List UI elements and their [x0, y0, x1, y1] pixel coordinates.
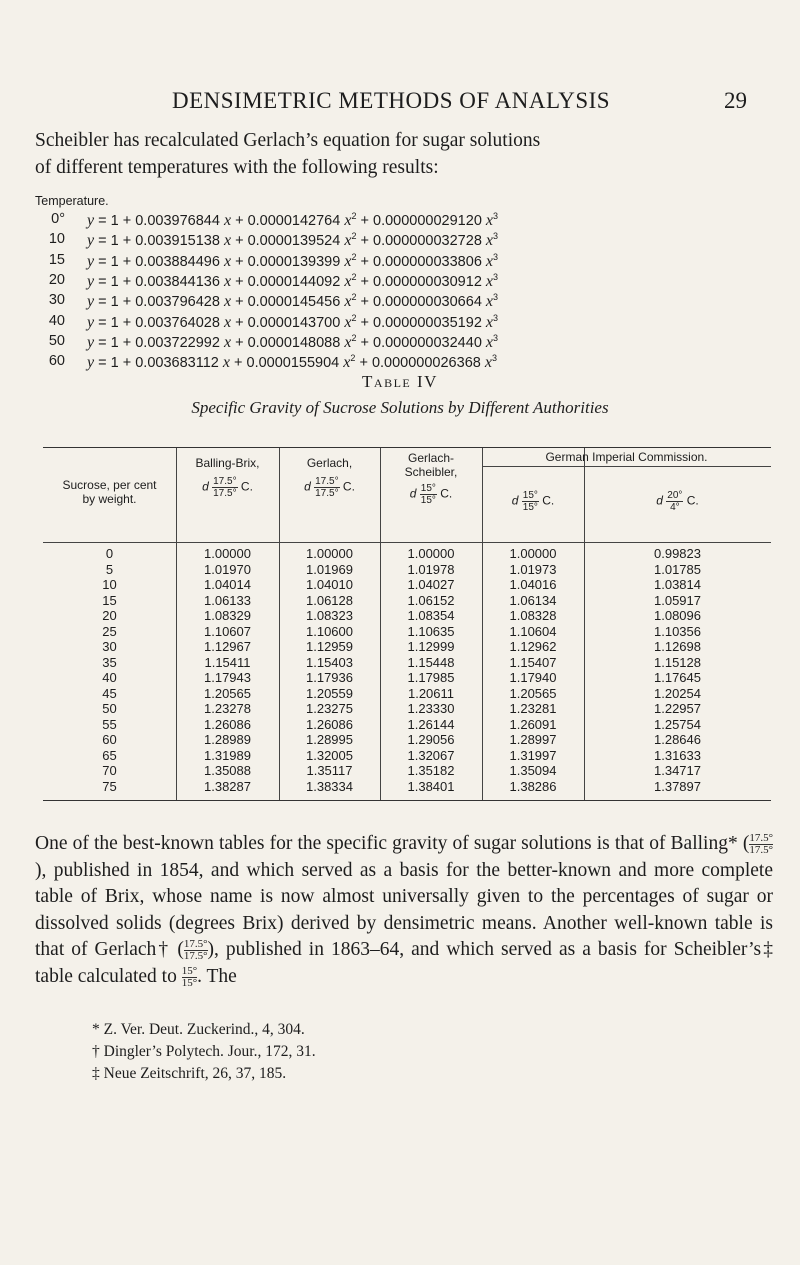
- cell-balling-brix: 1.08329: [204, 608, 251, 623]
- cell-sucrose-percent: 65: [102, 747, 117, 763]
- cell-gerlach: 1.38334: [306, 778, 353, 794]
- cell-german-20-4: 1.20254: [654, 685, 701, 701]
- equation-row: [35, 231, 775, 252]
- table-label: Table IV: [362, 372, 438, 391]
- equation-row: [35, 292, 775, 313]
- col-header-sucrose: [43, 478, 176, 506]
- cell-sucrose-percent: 35: [102, 654, 117, 670]
- fraction-numerator: 17.5°: [315, 476, 339, 487]
- page-header: [0, 88, 800, 118]
- cell-german-15: 1.38286: [509, 778, 557, 794]
- cell-balling-brix: 1.04014: [204, 577, 251, 592]
- col-header-gs-line1: Gerlach-: [407, 451, 454, 465]
- subheader-rule: [482, 466, 771, 467]
- cell-gerlach-scheibler: 1.06152: [407, 592, 455, 608]
- cell-gerlach-scheibler: 1.20611: [407, 685, 455, 701]
- cell-sucrose-percent: 40: [102, 670, 117, 685]
- equation-formula: y = 1 + 0.003683112 x + 0.0000155904 $x^2 + 0.000000026368$ $x^3$: [87, 353, 497, 371]
- fraction-denominator: 15°: [420, 495, 436, 506]
- cell-german-20-4: 1.03814: [654, 577, 701, 592]
- cell-german-15: 1.17940: [509, 670, 557, 685]
- cell-balling-brix: 1.10607: [204, 623, 251, 639]
- fraction-denominator: 17.5°: [749, 844, 773, 857]
- col-header-gs-line2: Scheibler,: [404, 465, 458, 479]
- cell-gerlach: 1.01969: [306, 561, 353, 577]
- fraction-numerator: 15°: [420, 483, 436, 494]
- equation-temperature: 0°: [51, 211, 65, 227]
- cell-sucrose-percent: 5: [105, 561, 114, 577]
- cell-gerlach-scheibler: 1.17985: [407, 670, 455, 685]
- density-symbol: d: [656, 493, 663, 508]
- table-caption: Specific Gravity of Sucrose Solutions by Different Authorities: [191, 398, 609, 417]
- cell-gerlach: 1.00000: [306, 546, 353, 561]
- cell-balling-brix: 1.23278: [204, 701, 251, 716]
- cell-gerlach: 1.35117: [306, 763, 353, 778]
- fraction-denominator: 15°: [522, 502, 538, 513]
- coefficient-a: 0.003844136: [135, 273, 220, 290]
- cell-german-20-4: 1.17645: [654, 670, 701, 685]
- equations-heading: Temperature.: [35, 194, 109, 208]
- coefficient-b: 0.0000139399: [247, 253, 341, 270]
- coefficient-a: 0.003764028: [135, 314, 220, 331]
- col-header-sucrose-line1: Sucrose, per cent: [62, 478, 157, 492]
- balling-fraction: ( $\frac{17.5^\circ}{17.5^\circ}$): [35, 832, 773, 881]
- fraction-denominator: 17.5°: [213, 488, 237, 499]
- equation-row: [35, 211, 775, 232]
- footnotes: [92, 1019, 316, 1085]
- coefficient-a: 0.003884496: [135, 253, 220, 270]
- cell-balling-brix: 1.00000: [204, 546, 251, 561]
- equation-temperature: 50: [48, 332, 65, 349]
- equation-row: [35, 333, 775, 354]
- celsius-label: C.: [240, 479, 253, 494]
- equation-row: [35, 313, 775, 334]
- cell-sucrose-percent: 55: [102, 716, 117, 732]
- cell-gerlach-scheibler: 1.29056: [407, 732, 455, 747]
- cell-german-20-4: 1.15128: [654, 654, 701, 670]
- equation-formula: y = 1 + 0.003764028 x + 0.0000143700 $x^2 + 0.000000035192$ $x^3$: [87, 312, 499, 331]
- fraction-denominator: 17.5°: [183, 950, 208, 963]
- intro-line-1: Scheibler has recalculated Gerlach’s equation for sugar solutions: [35, 130, 541, 151]
- cell-gerlach-scheibler: 1.38401: [407, 778, 455, 794]
- equation-temperature: 20: [48, 271, 65, 288]
- cell-gerlach: 1.28995: [306, 732, 353, 747]
- cell-german-20-4: 0.99823: [654, 546, 701, 561]
- cell-german-15: 1.10604: [509, 623, 557, 639]
- coefficient-c: 0.000000033806: [373, 253, 482, 270]
- cell-german-20-4: 1.12698: [654, 639, 701, 654]
- cell-german-15: 1.06134: [509, 592, 557, 608]
- cell-gerlach: 1.10600: [306, 623, 353, 639]
- coefficient-b: 0.0000139524: [247, 233, 341, 250]
- cell-gerlach: 1.26086: [306, 716, 353, 732]
- equation-temperature: 40: [48, 312, 65, 329]
- density-symbol: d: [202, 479, 209, 494]
- cell-gerlach: 1.32005: [306, 747, 353, 763]
- header-rule: [43, 542, 771, 543]
- coefficient-c: 0.000000032728: [373, 233, 482, 250]
- cell-german-15: 1.28997: [509, 732, 557, 747]
- col-header-gerlach-name: Gerlach,: [306, 456, 353, 470]
- cell-german-20-4: 1.05917: [654, 592, 701, 608]
- paragraph-text-1: One of the best-known tables for the specific gravity of sugar solutions is that of Balling*: [35, 833, 743, 854]
- cell-german-20-4: 1.10356: [654, 623, 701, 639]
- cell-german-15: 1.00000: [509, 546, 557, 561]
- equation-temperature: 60: [48, 353, 65, 370]
- scheibler-fraction: [182, 966, 197, 989]
- cell-balling-brix: 1.06133: [204, 592, 251, 608]
- coefficient-a: 0.003915138: [135, 233, 220, 250]
- cell-balling-brix: 1.26086: [204, 716, 251, 732]
- col-header-sucrose-line2: by weight.: [82, 492, 137, 506]
- cell-gerlach: 1.12959: [306, 639, 353, 654]
- coefficient-a: 0.003683112: [135, 354, 219, 371]
- cell-german-15: 1.23281: [509, 701, 557, 716]
- specific-gravity-table: [43, 447, 771, 801]
- cell-balling-brix: 1.20565: [204, 685, 251, 701]
- col-header-german-commission: German Imperial Commission.: [545, 450, 708, 464]
- fraction-numerator: 17.5°: [749, 832, 773, 845]
- cell-gerlach-scheibler: 1.10635: [407, 623, 455, 639]
- equation-formula: y = 1 + 0.003976844 x + 0.0000142764 $x^2 + 0.000000029120$ $x^3$: [87, 211, 499, 229]
- fraction-numerator: 17.5°: [183, 938, 208, 951]
- density-symbol: d: [511, 493, 519, 508]
- intro-line-2: of different temperatures with the following results:: [35, 157, 439, 178]
- coefficient-c: 0.000000026368: [371, 354, 481, 371]
- cell-german-20-4: 1.22957: [654, 701, 701, 716]
- cell-gerlach: 1.04010: [306, 577, 353, 592]
- cell-gerlach: 1.15403: [306, 654, 353, 670]
- cell-balling-brix: 1.12967: [204, 639, 251, 654]
- cell-sucrose-percent: 60: [102, 732, 117, 747]
- paragraph-text-4: . The: [197, 965, 237, 987]
- footnote-1: * Z. Ver. Deut. Zuckerind., 4, 304.: [92, 1021, 305, 1038]
- equation-temperature: 30: [48, 292, 65, 309]
- celsius-label: C.: [440, 486, 453, 501]
- col-header-german-20-4: [584, 490, 771, 513]
- coefficient-c: 0.000000032440: [373, 334, 482, 351]
- cell-german-20-4: 1.01785: [654, 561, 701, 577]
- cell-gerlach-scheibler: 1.32067: [407, 747, 455, 763]
- cell-sucrose-percent: 45: [102, 685, 117, 701]
- cell-german-15: 1.01973: [509, 561, 557, 577]
- cell-sucrose-percent: 15: [102, 592, 117, 608]
- coefficient-b: 0.0000148088: [247, 334, 341, 351]
- equation-formula: y = 1 + 0.003915138 x + 0.0000139524 $x^2 + 0.000000032728$ $x^3$: [87, 231, 499, 250]
- coefficient-b: 0.0000145456: [247, 294, 341, 311]
- cell-gerlach-scheibler: 1.35182: [407, 763, 455, 778]
- cell-german-15: 1.26091: [509, 716, 557, 732]
- cell-sucrose-percent: 0: [105, 546, 114, 561]
- cell-sucrose-percent: 20: [102, 608, 117, 623]
- cell-gerlach-scheibler: 1.04027: [407, 577, 455, 592]
- fraction-numerator: 17.5°: [213, 476, 237, 487]
- coefficient-c: 0.000000030664: [373, 294, 482, 311]
- celsius-label: C.: [542, 493, 555, 508]
- cell-german-15: 1.31997: [509, 747, 557, 763]
- cell-gerlach: 1.23275: [306, 701, 353, 716]
- cell-balling-brix: 1.31989: [204, 747, 251, 763]
- equation-row: [35, 353, 775, 374]
- coefficient-a: 0.003722992: [135, 334, 220, 351]
- cell-gerlach-scheibler: 1.26144: [407, 716, 455, 732]
- cell-gerlach-scheibler: 1.12999: [407, 639, 455, 654]
- equation-temperature: 15: [48, 251, 65, 268]
- intro-paragraph: [35, 127, 767, 181]
- cell-gerlach-scheibler: 1.00000: [407, 546, 455, 561]
- fraction-numerator: 15°: [522, 490, 538, 501]
- cell-gerlach: 1.20559: [306, 685, 353, 701]
- cell-gerlach-scheibler: 1.01978: [407, 561, 455, 577]
- density-symbol: d: [409, 486, 417, 501]
- cell-gerlach-scheibler: 1.15448: [407, 654, 455, 670]
- cell-german-20-4: 1.37897: [654, 778, 701, 794]
- cell-balling-brix: 1.38287: [204, 778, 251, 794]
- fraction-numerator: 15°: [181, 964, 198, 977]
- coefficient-c: 0.000000030912: [373, 273, 482, 290]
- page-number: 29: [724, 88, 747, 113]
- celsius-label: C.: [686, 493, 699, 508]
- equation-temperature: 10: [48, 231, 65, 248]
- celsius-label: C.: [342, 479, 355, 494]
- cell-sucrose-percent: 70: [102, 763, 117, 778]
- col-header-german-15: [482, 490, 584, 513]
- equation-row: [35, 252, 775, 273]
- cell-german-15: 1.20565: [509, 685, 557, 701]
- paragraph-text-3: , published in 1863–64, and which served as a basis for Scheibler’s‡ table calculated to: [35, 939, 773, 987]
- cell-german-15: 1.35094: [509, 763, 557, 778]
- cell-german-20-4: 1.34717: [654, 763, 701, 778]
- equation-formula: y = 1 + 0.003844136 x + 0.0000144092 $x^2 + 0.000000030912$ $x^3$: [87, 271, 499, 290]
- fraction-numerator: 20°: [667, 490, 683, 501]
- equation-formula: y = 1 + 0.003722992 x + 0.0000148088 $x^2 + 0.000000032440$ $x^3$: [87, 332, 499, 351]
- cell-gerlach: 1.17936: [306, 670, 353, 685]
- col-header-gerlach-scheibler: [380, 451, 482, 506]
- running-title: DENSIMETRIC METHODS OF ANALYSIS: [172, 88, 611, 113]
- fraction-denominator: 15°: [181, 976, 198, 989]
- cell-german-15: 1.04016: [509, 577, 557, 592]
- cell-sucrose-percent: 10: [102, 577, 117, 592]
- col-header-balling-name: Balling-Brix,: [195, 456, 260, 470]
- equation-formula: y = 1 + 0.003884496 x + 0.0000139399 $x^2 + 0.000000033806$ $x^3$: [87, 251, 499, 270]
- cell-gerlach-scheibler: 1.08354: [407, 608, 455, 623]
- cell-german-15: 1.12962: [509, 639, 557, 654]
- coefficient-b: 0.0000155904: [246, 354, 340, 371]
- coefficient-a: 0.003976844: [135, 212, 220, 229]
- coefficient-c: 0.000000035192: [373, 314, 482, 331]
- fraction-denominator: 17.5°: [315, 488, 339, 499]
- body-paragraph: [35, 831, 773, 990]
- col-header-balling: [176, 456, 279, 499]
- coefficient-a: 0.003796428: [135, 294, 220, 311]
- coefficient-b: 0.0000143700: [247, 314, 341, 331]
- coefficient-b: 0.0000142764: [247, 212, 341, 229]
- cell-german-20-4: 1.08096: [654, 608, 701, 623]
- cell-balling-brix: 1.28989: [204, 732, 251, 747]
- equation-formula: y = 1 + 0.003796428 x + 0.0000145456 $x^2 + 0.000000030664$ $x^3$: [87, 292, 499, 311]
- fraction-denominator: 4°: [670, 502, 680, 513]
- paragraph-text-2: , published in 1854, and which served as a basis for the better-known and more complete table of Brix, whose name is now almost universally given to the percentages of sugar or dissolved solids (degrees Brix) derived by densimetric means. Another well-known table is that of Gerlach†: [35, 859, 773, 960]
- density-symbol: d: [304, 479, 311, 494]
- cell-balling-brix: 1.15411: [204, 654, 251, 670]
- footnote-3: ‡ Neue Zeitschrift, 26, 37, 185.: [92, 1065, 287, 1082]
- cell-gerlach-scheibler: 1.23330: [407, 701, 455, 716]
- cell-gerlach: 1.08323: [306, 608, 353, 623]
- cell-balling-brix: 1.17943: [204, 670, 251, 685]
- cell-sucrose-percent: 75: [102, 778, 117, 794]
- col-header-gerlach: [279, 456, 380, 499]
- cell-balling-brix: 1.35088: [204, 763, 251, 778]
- cell-balling-brix: 1.01970: [204, 561, 251, 577]
- cell-sucrose-percent: 25: [102, 623, 117, 639]
- cell-german-20-4: 1.28646: [654, 732, 701, 747]
- cell-german-15: 1.08328: [509, 608, 557, 623]
- cell-sucrose-percent: 30: [102, 639, 117, 654]
- cell-gerlach: 1.06128: [306, 592, 353, 608]
- equation-row: [35, 272, 775, 293]
- cell-german-20-4: 1.31633: [654, 747, 701, 763]
- cell-german-20-4: 1.25754: [654, 716, 701, 732]
- cell-sucrose-percent: 50: [102, 701, 117, 716]
- coefficient-c: 0.000000029120: [373, 212, 482, 229]
- footnote-2: † Dingler’s Polytech. Jour., 172, 31.: [92, 1043, 316, 1060]
- coefficient-b: 0.0000144092: [247, 273, 341, 290]
- gerlach-fraction: ( $\frac{17.5^\circ}{17.5^\circ}$): [177, 938, 215, 963]
- cell-german-15: 1.15407: [509, 654, 557, 670]
